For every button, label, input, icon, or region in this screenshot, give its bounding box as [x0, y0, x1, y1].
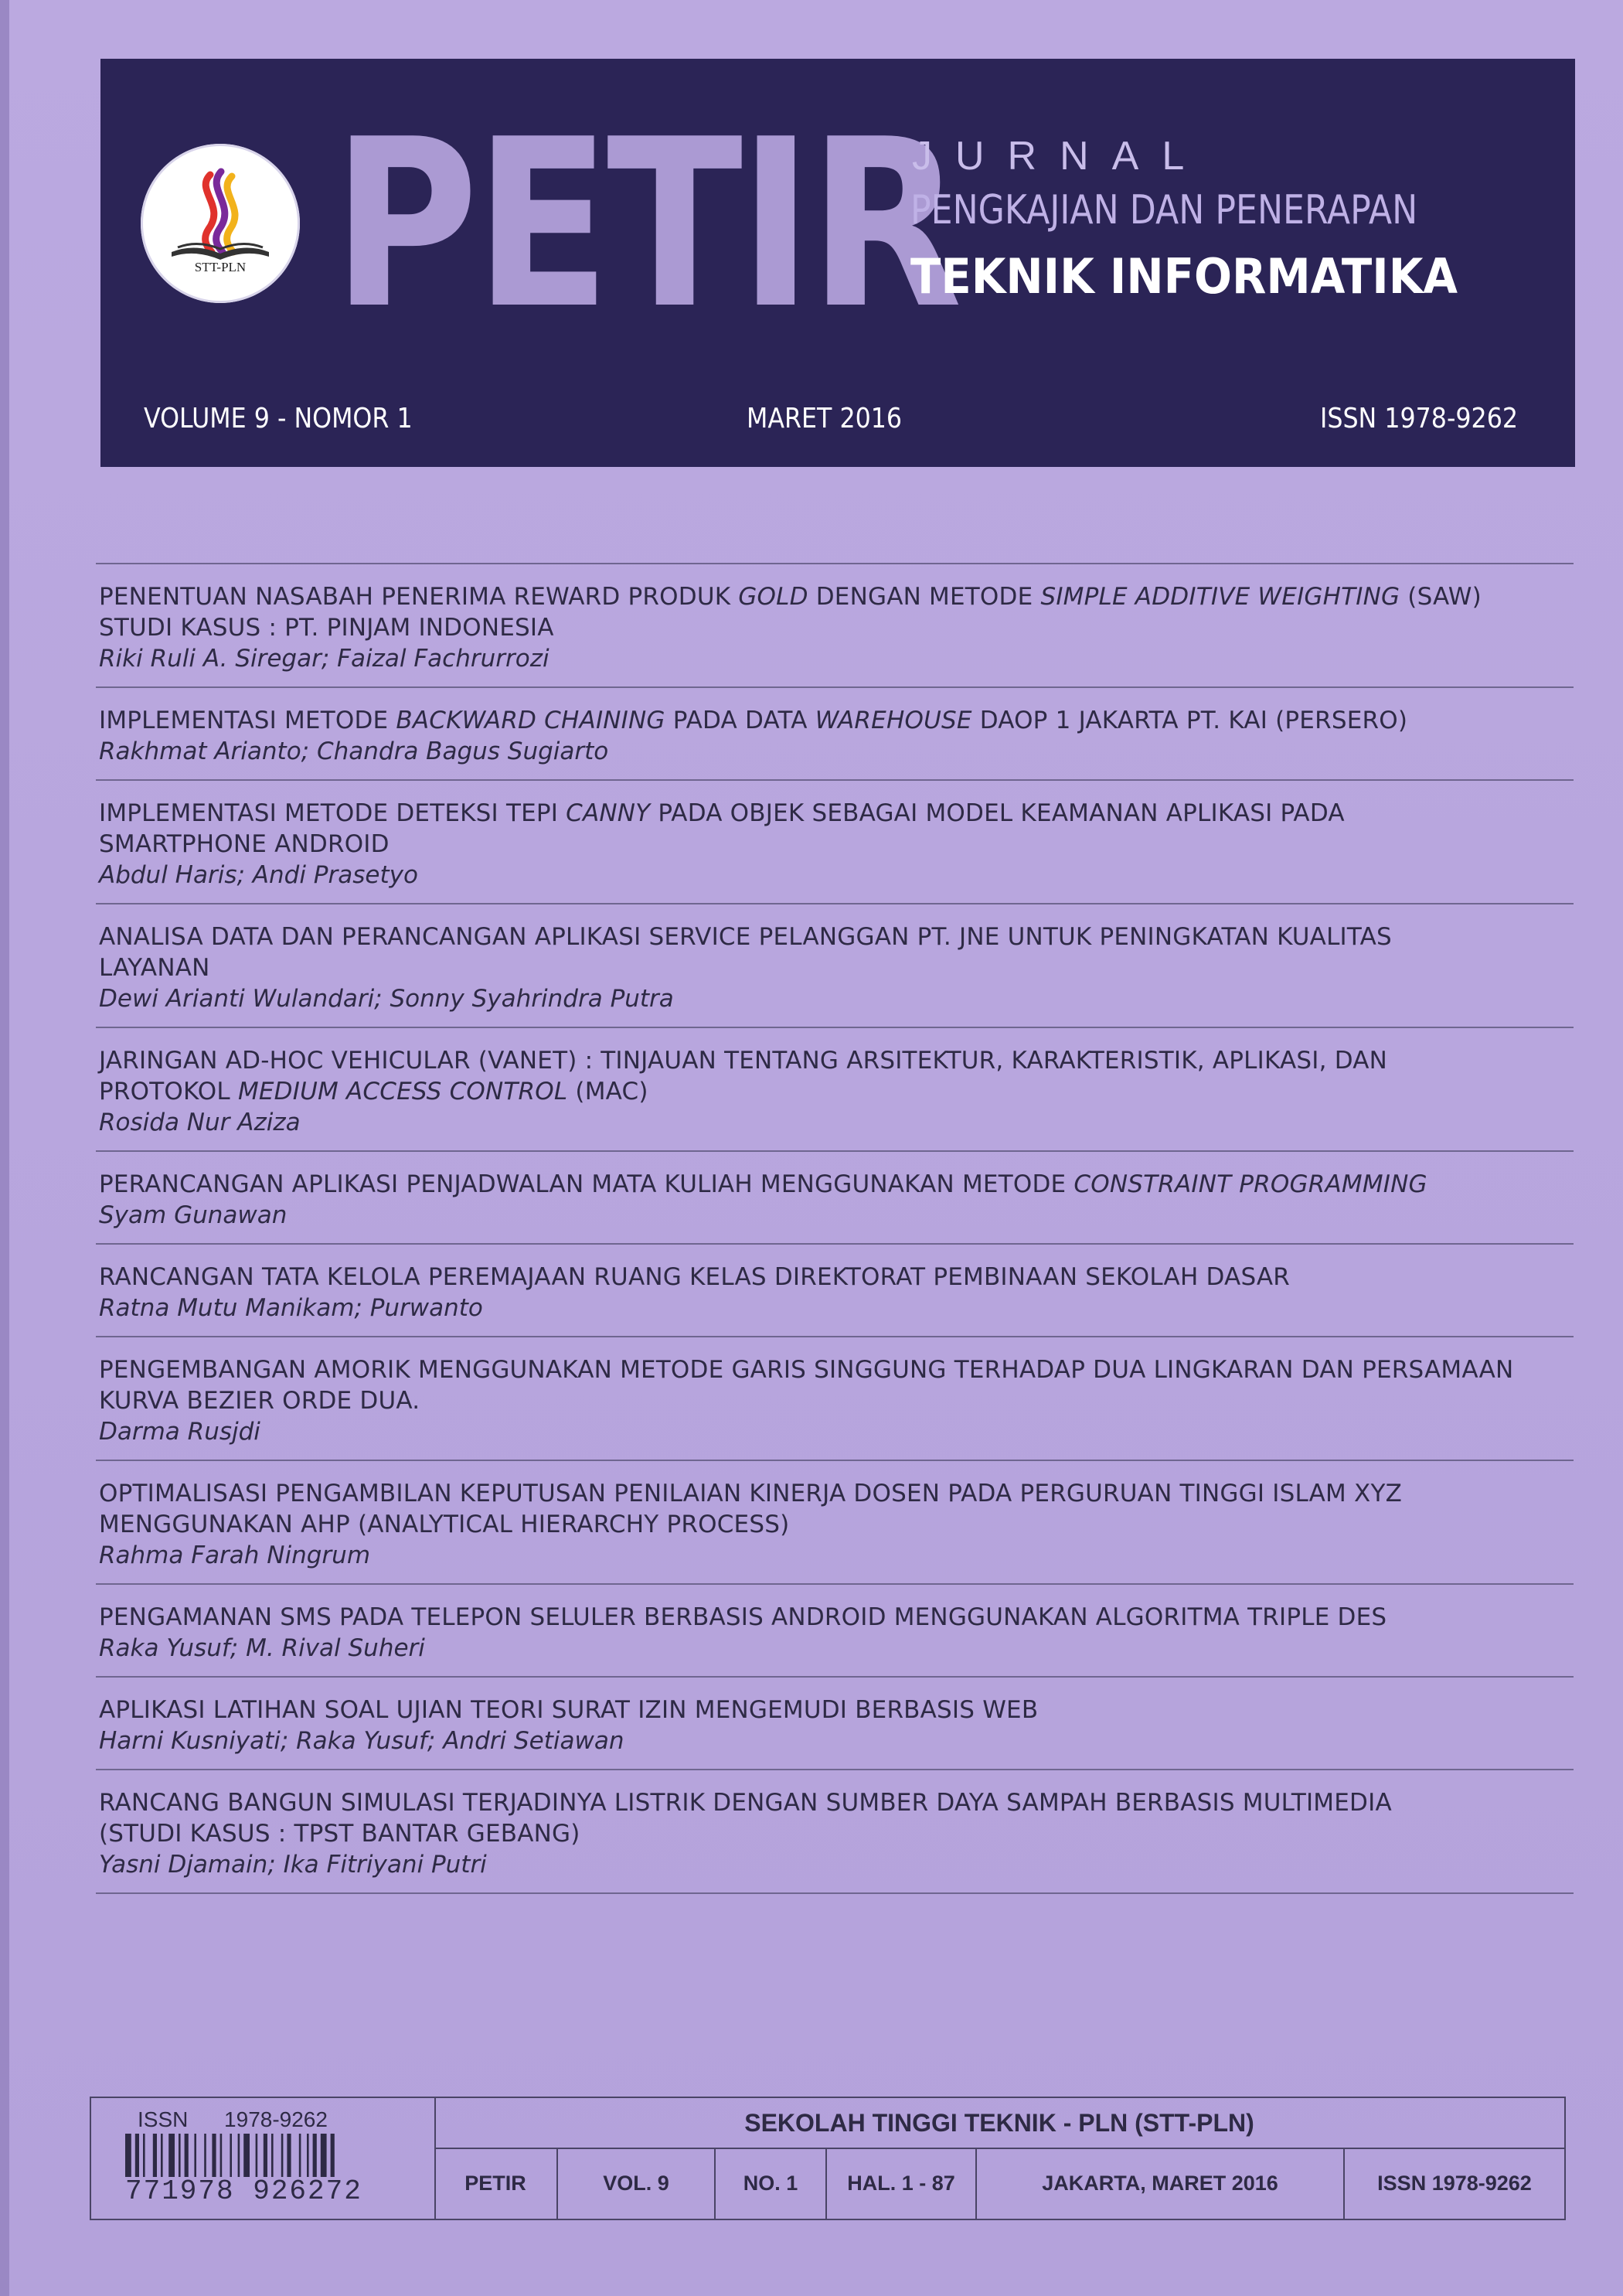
- barcode-bar: [212, 2134, 216, 2177]
- article-authors: Darma Rusjdi: [99, 1418, 260, 1446]
- barcode-bar: [287, 2134, 291, 2177]
- article-authors: Rosida Nur Aziza: [99, 1109, 301, 1136]
- volume-number: VOLUME 9 - NOMOR 1: [144, 403, 413, 434]
- article-entry: [96, 781, 1574, 903]
- article-authors: Harni Kusniyati; Raka Yusuf; Andri Setiawan: [99, 1727, 624, 1755]
- title-text: JARINGAN AD-HOC VEHICULAR (VANET) : TINJAUAN TENTANG ARSITEKTUR, KARAKTERISTIK, APLIKASI, DAN: [99, 1047, 1388, 1075]
- barcode-bar: [153, 2134, 157, 2177]
- barcode-bar: [299, 2134, 301, 2177]
- article-title-line-2: (STUDI KASUS : TPST BANTAR GEBANG): [99, 1820, 580, 1848]
- article-entry: [96, 1152, 1574, 1243]
- article-title-line-2: [99, 1076, 1570, 1107]
- barcode-bar: [185, 2134, 189, 2177]
- article-title: [99, 1602, 1570, 1633]
- article-entry: [96, 1245, 1574, 1336]
- title-text: PENGAMANAN SMS PADA TELEPON SELULER BERBASIS ANDROID MENGGUNAKAN ALGORITMA TRIPLE DES: [99, 1603, 1387, 1631]
- stt-pln-logo: [141, 144, 300, 303]
- article-title: [99, 1262, 1570, 1293]
- title-text: PROTOKOL: [99, 1078, 238, 1105]
- title-text: PADA DATA: [665, 707, 815, 734]
- article-title: [99, 1169, 1570, 1200]
- title-text: DAOP 1 JAKARTA PT. KAI (PERSERO): [971, 707, 1408, 734]
- article-authors: Yasni Djamain; Ika Fitriyani Putri: [99, 1851, 487, 1879]
- title-italic-term: CONSTRAINT PROGRAMMING: [1073, 1170, 1427, 1198]
- barcode-bar: [321, 2134, 327, 2177]
- article-authors: Raka Yusuf; M. Rival Suheri: [99, 1634, 425, 1662]
- barcode-bar: [264, 2134, 267, 2177]
- article-entry: [96, 688, 1574, 779]
- article-entry: [96, 564, 1574, 686]
- publisher-name: SEKOLAH TINGGI TEKNIK - PLN (STT-PLN): [434, 2098, 1564, 2149]
- article-authors: Syam Gunawan: [99, 1201, 288, 1229]
- article-authors: Ratna Mutu Manikam; Purwanto: [99, 1294, 483, 1322]
- title-text: PERANCANGAN APLIKASI PENJADWALAN MATA KULIAH MENGGUNAKAN METODE: [99, 1170, 1074, 1198]
- title-text: ANALISA DATA DAN PERANCANGAN APLIKASI SERVICE PELANGGAN PT. JNE UNTUK PENINGKATAN KUALITAS: [99, 923, 1392, 951]
- issue-info-cell: ISSN 1978-9262: [1377, 2171, 1532, 2195]
- article-title: [99, 1478, 1570, 1509]
- barcode-bar: [243, 2134, 250, 2177]
- barcode-bar: [256, 2134, 258, 2177]
- article-authors: Abdul Haris; Andi Prasetyo: [99, 861, 418, 889]
- barcode-number: 771978 926272: [125, 2175, 362, 2207]
- barcode-bar: [168, 2134, 175, 2177]
- header-issn: ISSN 1978-9262: [1320, 403, 1519, 434]
- subtitle-line-2: TEKNIK INFORMATIKA: [910, 248, 1458, 305]
- barcode-icon: [125, 2134, 403, 2177]
- article-entry: [96, 1770, 1574, 1892]
- barcode-bar: [125, 2134, 131, 2177]
- barcode-bar: [313, 2134, 317, 2177]
- title-text: (SAW): [1400, 583, 1482, 611]
- issue-date: MARET 2016: [747, 403, 903, 434]
- title-text: RANCANG BANGUN SIMULASI TERJADINYA LISTRIK DENGAN SUMBER DAYA SAMPAH BERBASIS MULTIMEDIA: [99, 1789, 1392, 1817]
- barcode-issn: [138, 2107, 328, 2132]
- article-title: [99, 1354, 1570, 1385]
- cover-spine-edge: [0, 0, 9, 2296]
- article-title-line-2: KURVA BEZIER ORDE DUA.: [99, 1387, 420, 1415]
- barcode-bar: [194, 2134, 196, 2177]
- title-italic-term: SIMPLE ADDITIVE WEIGHTING: [1040, 583, 1400, 611]
- cover-footer-box: [90, 2097, 1566, 2220]
- barcode-bar: [271, 2134, 274, 2177]
- title-italic-term: GOLD: [738, 583, 808, 611]
- barcode-bar: [331, 2134, 335, 2177]
- title-text: PENGEMBANGAN AMORIK MENGGUNAKAN METODE GARIS SINGGUNG TERHADAP DUA LINGKARAN DAN PERSAMAAN: [99, 1356, 1514, 1384]
- title-text: (MAC): [567, 1078, 648, 1105]
- article-authors: Rahma Farah Ningrum: [99, 1541, 371, 1569]
- title-text: IMPLEMENTASI METODE DETEKSI TEPI: [99, 799, 567, 827]
- article-title-line-2: MENGGUNAKAN AHP (ANALYTICAL HIERARCHY PROCESS): [99, 1511, 790, 1538]
- divider-rule: [96, 1892, 1574, 1894]
- title-text: RANCANGAN TATA KELOLA PEREMAJAAN RUANG KELAS DIREKTORAT PEMBINAAN SEKOLAH DASAR: [99, 1263, 1291, 1291]
- article-title-line-2: SMARTPHONE ANDROID: [99, 830, 390, 858]
- issue-info-cell: HAL. 1 - 87: [827, 2148, 977, 2219]
- article-entry: [96, 1678, 1574, 1769]
- article-title: [99, 581, 1570, 612]
- title-italic-term: WAREHOUSE: [815, 707, 972, 734]
- title-italic-term: CANNY: [566, 799, 651, 827]
- barcode-panel: [91, 2098, 436, 2219]
- barcode-bar: [204, 2134, 206, 2177]
- title-text: OPTIMALISASI PENGAMBILAN KEPUTUSAN PENILAIAN KINERJA DOSEN PADA PERGURUAN TINGGI ISLAM XYZ: [99, 1480, 1403, 1507]
- masthead: [100, 59, 1575, 467]
- jurnal-label: JURNAL: [912, 134, 1208, 179]
- title-text: IMPLEMENTASI METODE: [99, 707, 396, 734]
- flame-book-icon: [141, 144, 300, 303]
- barcode-issn-label: ISSN: [138, 2107, 189, 2131]
- barcode-bar: [143, 2134, 145, 2177]
- article-title: [99, 705, 1570, 736]
- barcode-issn-value: 1978-9262: [224, 2107, 328, 2131]
- issue-info-cell: PETIR: [434, 2148, 558, 2219]
- journal-title: PETIR: [332, 90, 959, 359]
- article-entry: [96, 1028, 1574, 1150]
- barcode-bar: [161, 2134, 163, 2177]
- article-title: [99, 1045, 1570, 1076]
- barcode-bar: [281, 2134, 284, 2177]
- barcode-bar: [238, 2134, 240, 2177]
- article-authors: Riki Ruli A. Siregar; Faizal Fachrurrozi: [99, 645, 550, 673]
- barcode-bar: [220, 2134, 223, 2177]
- title-text: PADA OBJEK SEBAGAI MODEL KEAMANAN APLIKASI PADA: [650, 799, 1345, 827]
- article-title: [99, 798, 1570, 829]
- article-entry: [96, 904, 1574, 1027]
- issue-info-cell: NO. 1: [716, 2148, 827, 2219]
- article-title: [99, 1787, 1570, 1818]
- article-authors: Rakhmat Arianto; Chandra Bagus Sugiarto: [99, 738, 609, 765]
- article-title-line-2: LAYANAN: [99, 954, 210, 982]
- subtitle-line-1: PENGKAJIAN DAN PENERAPAN: [910, 187, 1418, 233]
- title-text: DENGAN METODE: [808, 583, 1041, 611]
- article-authors: Dewi Arianti Wulandari; Sonny Syahrindra Putra: [99, 985, 674, 1013]
- issue-info-cell: JAKARTA, MARET 2016: [977, 2148, 1345, 2219]
- issue-info-cell: VOL. 9: [558, 2148, 716, 2219]
- title-text: APLIKASI LATIHAN SOAL UJIAN TEORI SURAT IZIN MENGEMUDI BERBASIS WEB: [99, 1696, 1039, 1724]
- article-title: [99, 1695, 1570, 1725]
- table-of-contents: [96, 563, 1574, 1894]
- title-text: PENENTUAN NASABAH PENERIMA REWARD PRODUK: [99, 583, 739, 611]
- logo-caption: STT-PLN: [194, 260, 247, 274]
- article-title: [99, 921, 1570, 952]
- title-italic-term: MEDIUM ACCESS CONTROL: [237, 1078, 568, 1105]
- barcode-bar: [179, 2134, 181, 2177]
- barcode-bar: [307, 2134, 309, 2177]
- article-entry: [96, 1461, 1574, 1583]
- article-title-line-2: STUDI KASUS : PT. PINJAM INDONESIA: [99, 614, 554, 642]
- barcode-bar: [135, 2134, 139, 2177]
- article-entry: [96, 1337, 1574, 1460]
- barcode-bar: [230, 2134, 232, 2177]
- article-entry: [96, 1585, 1574, 1676]
- issue-info-row: [434, 2148, 1564, 2219]
- title-italic-term: BACKWARD CHAINING: [396, 707, 665, 734]
